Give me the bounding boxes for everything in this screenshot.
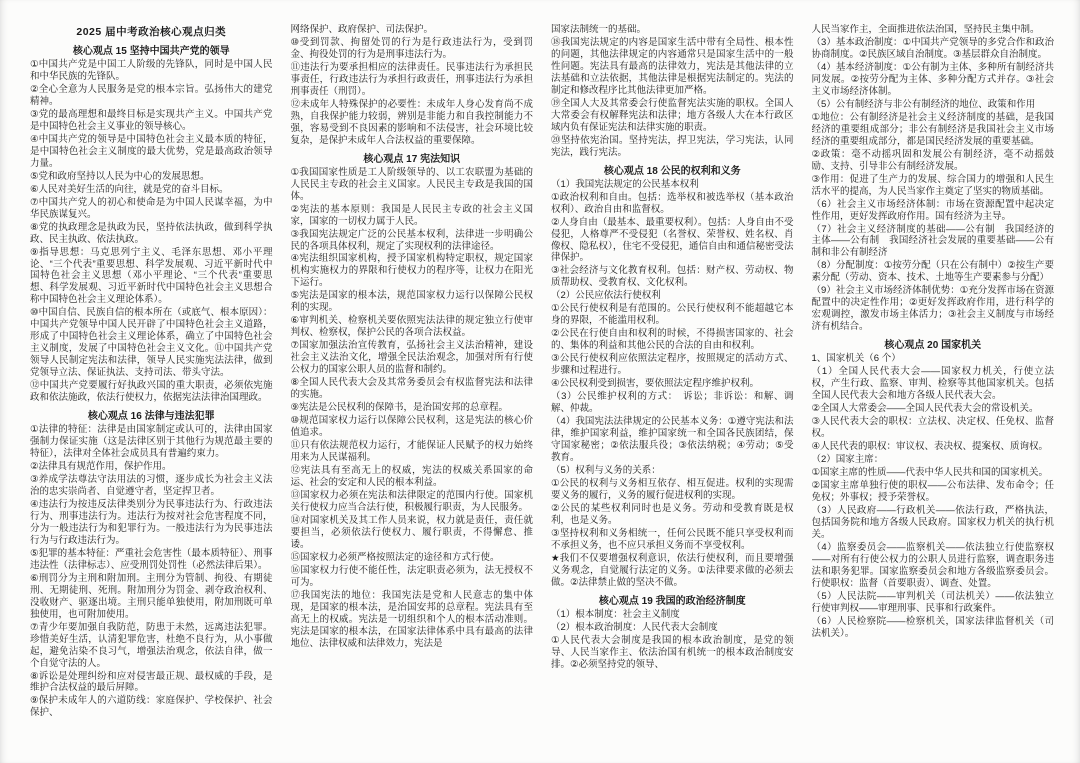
text-column-2 — [291, 24, 534, 747]
note-paragraph: ⑤宪法是国家的根本法，规范国家权力运行以保障公民权利的实现。 — [290, 290, 533, 314]
note-paragraph: （5）人民法院——审判机关（司法机关）——依法独立行使审判权——审理刑事、民事和行政案件。 — [811, 590, 1054, 614]
note-paragraph: ⑨保护未成年人的六道防线：家庭保护、学校保护、社会保护、 — [30, 695, 273, 719]
note-paragraph: ⑧党的执政理念是执政为民，坚持依法执政，做到科学执政、民主执政、依法执政。 — [30, 221, 273, 245]
section-heading: 核心观点 15 坚持中国共产党的领导 — [72, 46, 230, 57]
note-paragraph: （8）分配制度：①按劳分配（只在公有制中）②按生产要素分配（劳动、资本、技术、土地等生产要素参与分配） — [811, 260, 1054, 284]
note-paragraph: ①国家主席的性质——代表中华人民共和国的国家机关。 — [811, 466, 1049, 478]
note-paragraph: ②人身自由（最基本、最重要权利）。包括：人身自由不受侵犯，人格尊严不受侵犯（名誉权、荣誉权、姓名权、肖像权、隐私权），住宅不受侵犯，通信自由和通信秘密受法律保护。 — [551, 216, 794, 264]
note-paragraph: ③坚持权利和义务相统一，任何公民既不能只享受权利而不承担义务，也不应只承担义务而不享受权利。 — [551, 527, 794, 551]
note-paragraph: ③养成学法尊法守法用法的习惯，逐步成长为社会主义法治的忠实崇尚者、自觉遵守者，坚定捍卫者。 — [30, 474, 273, 497]
note-paragraph: 人民当家作主，全面推进依法治国，坚持民主集中制。 — [811, 24, 1040, 35]
note-paragraph: ⑪只有依法规范权力运行，才能保证人民赋予的权力始终用来为人民谋福利。 — [290, 440, 533, 463]
note-paragraph: ⑥刑罚分为主刑和附加刑。主刑分为管制、拘役、有期徒刑、无期徒刑、死刑。附加刑分为罚金、剥夺政治权利、没收财产、驱逐出境。主刑只能单独使用，附加刑既可单独使用，也可附加使用。 — [30, 572, 273, 620]
note-paragraph: ①我国国家性质是工人阶级领导的、以工农联盟为基础的人民民主专政的社会主义国家。人民民主专政是我国的国体。 — [290, 166, 533, 202]
note-paragraph: ①地位：公有制经济是社会主义经济制度的基础，是我国经济的重要组成部分；非公有制经济是我国社会主义市场经济的重要组成部分，都是国民经济发展的重要基础。 — [811, 111, 1054, 147]
note-paragraph: ①公民的权利与义务相互依存、相互促进。权利的实现需要义务的履行，义务的履行促进权利的实现。 — [551, 477, 794, 501]
note-paragraph: ②国家主席单独行使的职权——公布法律、发布命令；任免权；外事权；授予荣誉权。 — [811, 479, 1054, 503]
note-paragraph: ⑩中国自信、民族自信的根本所在（或底气、根本原因）：中国共产党领导中国人民开辟了中国特色社会主义道路，形成了中国特色社会主义理论体系，确立了中国特色社会主义制度，发展了中国特色社会主义文化。⑪中国共产党领导人民制定宪法和法律，领导人民实施宪法法律，做到党领导立法、保证执法、支持司法、带头守法。 — [30, 307, 273, 379]
note-paragraph: （5）权利与义务的关系： — [551, 464, 661, 476]
text-column-3 — [551, 24, 794, 747]
note-paragraph: ⑥人民对美好生活的向往，就是党的奋斗目标。 — [30, 183, 229, 195]
note-paragraph: ⑮国家权力必须严格按照法定的途径和方式行使。 — [290, 551, 500, 563]
note-paragraph: ⑫未成年人特殊保护的必要性：未成年人身心发育尚不成熟，自我保护能力较弱，辨别是非能力和自我控制能力不强，容易受到不良因素的影响和不法侵害，社会环境比较复杂，是保护未成年人合法权益的重要保障。 — [290, 98, 533, 146]
note-paragraph: ②全国人大常委会——全国人民代表大会的常设机关。 — [811, 403, 1039, 415]
note-paragraph: ①政治权利和自由。包括：选举权和被选举权（基本政治权利）、政治自由和监督权。 — [551, 191, 794, 215]
note-paragraph: ①中国共产党是中国工人阶级的先锋队，同时是中国人民和中华民族的先锋队。 — [30, 59, 273, 82]
note-paragraph: （2）国家主席： — [811, 453, 884, 465]
text-column-1 — [30, 24, 273, 747]
section-heading: 核心观点 18 公民的权利和义务 — [603, 165, 741, 177]
note-paragraph: ④宪法组织国家机构，授予国家机构特定职权，规定国家机构实施权力的界限和行使权力的程序等，让权力在阳光下运行。 — [290, 253, 533, 289]
note-paragraph: （1）全国人民代表大会——国家权力机关，行使立法权，产生行政、监察、审判、检察等其他国家机关。包括全国人民代表大会和地方各级人民代表大会。 — [811, 366, 1054, 402]
note-paragraph: ⑧诉讼是处理纠纷和应对侵害最正规、最权威的手段，是维护合法权益的最后屏障。 — [30, 670, 273, 694]
note-paragraph: （2）根本政治制度：人民代表大会制度 — [551, 621, 718, 633]
section-heading: 核心观点 17 宪法知识 — [363, 153, 461, 165]
note-paragraph: ②宪法的基本原则：我国是人民民主专政的社会主义国家，国家的一切权力属于人民。 — [290, 203, 533, 227]
note-paragraph: ⑱我国宪法规定的内容是国家生活中带有全局性、根本性的问题，其他法律规定的内容通常只是国家生活中的一般性问题。宪法具有最高的法律效力，宪法是其他法律的立法基础和立法依据，其他法律是根据宪法制定的。宪法的制定和修改程序比其他法律更加严格。 — [551, 36, 794, 96]
note-paragraph: ⑬国家权力必须在宪法和法律限定的范围内行使。国家机关行使权力应当合法行使，积极履行职责，为人民服务。 — [290, 489, 533, 513]
note-paragraph: ⑫中国共产党要履行好执政兴国的重大职责，必须依宪施政和依法施政，依法行使权力，依据宪法法律治国理政。 — [30, 380, 273, 404]
section-heading: 核心观点 19 我国的政治经济制度 — [598, 595, 746, 607]
note-paragraph: ⑩受到罚款、拘留处罚的行为是行政违法行为，受到罚金、拘役处罚的行为是刑事违法行为。 — [290, 36, 533, 60]
note-paragraph: ④公民权利受到损害，要依照法定程序维护权利。 — [551, 378, 760, 390]
note-paragraph: ①法律的特征：法律是由国家制定或认可的，法律由国家强制力保证实施（这是法律区别于其他行为规范最主要的特征），法律对全体社会成员具有普遍约束力。 — [30, 424, 273, 460]
note-paragraph: ⑫宪法具有至高无上的权威，宪法的权威关系国家的命运、社会的安定和人民的根本利益。 — [290, 464, 533, 488]
note-paragraph: ②政策：毫不动摇巩固和发展公有制经济，毫不动摇鼓励、支持、引导非公有制经济发展。 — [811, 148, 1054, 172]
note-paragraph: ③社会经济与文化教育权利。包括：财产权、劳动权、物质帮助权、受教育权、文化权利。 — [551, 265, 794, 289]
section-heading: 核心观点 16 法律与违法犯罪 — [87, 411, 215, 423]
note-paragraph: ④人民代表的职权：审议权、表决权、提案权、质询权。 — [811, 441, 1049, 452]
note-paragraph: ④中国共产党的领导是中国特色社会主义最本质的特征，是中国特色社会主义制度的最大优势，党是最高政治领导力量。 — [30, 133, 273, 169]
note-paragraph: ⑤党和政府坚持以人民为中心的发展思想。 — [30, 170, 210, 182]
note-paragraph: ★我们不仅要增强权利意识，依法行使权利，而且要增强义务观念，自觉履行法定的义务。①法律要求做的必须去做。②法律禁止做的坚决不做。 — [551, 552, 794, 588]
note-paragraph: ⑦青少年要加强自我防范，防患于未然，远离违法犯罪。珍惜美好生活，认清犯罪危害，杜绝不良行为，从小事做起，避免沾染不良习气，增强法治观念，依法自律，做一个自觉守法的人。 — [30, 621, 273, 669]
note-paragraph: ④违法行为按违反法律类别分为民事违法行为、行政违法行为、刑事违法行为。违法行为按对社会危害程度不同，分为一般违法行为和犯罪行为。一般违法行为为民事违法行为与行政违法行为。 — [30, 498, 273, 546]
note-paragraph: 国家法制统一的基础。 — [551, 24, 647, 35]
note-paragraph: （2）公民应依法行使权利 — [551, 290, 661, 302]
note-paragraph: ⑦国家加强法治宣传教育，弘扬社会主义法治精神，建设社会主义法治文化，增强全民法治观念，加强对所有行使公权力的国家公职人员的监督和制约。 — [290, 340, 533, 376]
note-paragraph: ③作用：促进了生产力的发展、综合国力的增强和人民生活水平的提高，为人民当家作主奠定了坚实的物质基础。 — [811, 173, 1054, 197]
note-paragraph: ⑰我国宪法的地位：我国宪法是党和人民意志的集中体现，是国家的根本法，是治国安邦的总章程。宪法具有至高无上的权威。宪法是一切组织和个人的根本活动准则。宪法是国家的根本法，在国家法律体系中具有最高的法律地位、法律权威和法律效力，宪法是 — [290, 589, 533, 649]
note-paragraph: （3）公民维护权利的方式： 诉讼；非诉讼：和解、调解、仲裁。 — [551, 391, 794, 415]
note-paragraph: ⑦中国共产党人的初心和使命是为中国人民谋幸福，为中华民族谋复兴。 — [30, 196, 273, 220]
note-paragraph: （5）公有制经济与非公有制经济的地位、政策和作用 — [811, 98, 1036, 110]
document-title: 2025 届中考政治核心观点归类 — [76, 26, 227, 38]
note-paragraph: （6）社会主义市场经济体制：市场在资源配置中起决定性作用，更好发挥政府作用。国有经济为主导。 — [811, 198, 1054, 222]
note-paragraph: ⑨指导思想：马克思列宁主义、毛泽东思想、邓小平理论、“三个代表”重要思想、科学发展观、习近平新时代中国特色社会主义思想（邓小平理论、“三个代表”重要思想、科学发展观、习近平新时代中国特色社会主义思想合称中国特色社会主义理论体系）。 — [30, 246, 273, 306]
note-paragraph: （3）基本政治制度：①中国共产党领导的多党合作和政治协商制度。②民族区域自治制度。③基层群众自治制度。 — [811, 36, 1054, 60]
note-paragraph: ⑭对国家机关及其工作人员来说，权力就是责任，责任就要担当，必须依法行使权力、履行职责，不得懈怠、推诿。 — [290, 514, 533, 550]
note-paragraph: ②法律具有规范作用，保护作用。 — [30, 461, 172, 473]
columns-container — [30, 24, 1054, 747]
note-paragraph: ①人民代表大会制度是我国的根本政治制度，是党的领导、人民当家作主、依法治国有机统一的根本政治制度安排。②必须坚持党的领导、 — [551, 634, 794, 670]
note-paragraph: 网络保护、政府保护、司法保护。 — [290, 24, 434, 35]
section-heading: 核心观点 20 国家机关 — [884, 340, 982, 352]
note-paragraph: ⑤犯罪的基本特征：严重社会危害性（最本质特征）、刑事违法性（法律标志）、应受刑罚处罚性（必然法律后果）。 — [30, 547, 273, 571]
note-paragraph: ②全心全意为人民服务是党的根本宗旨。弘扬伟大的建党精神。 — [30, 83, 273, 107]
note-paragraph: （4）我国宪法法律规定的公民基本义务：①遵守宪法和法律，维护国家利益，维护国家统一和全国各民族团结，保守国家秘密；②依法服兵役；③依法纳税；④劳动；⑤受教育。 — [551, 416, 794, 463]
note-paragraph: ①公民行使权利是有范围的。公民行使权利不能超越它本身的界限，不能滥用权利。 — [551, 303, 794, 327]
note-paragraph: （1）我国宪法规定的公民基本权利 — [551, 178, 699, 190]
note-paragraph: ⑥审判机关、检察机关要依照宪法法律的规定独立行使审判权、检察权，保护公民的各项合法权益。 — [290, 315, 533, 339]
note-paragraph: （4）基本经济制度：①公有制为主体、多种所有制经济共同发展。②按劳分配为主体、多种分配方式并存。③社会主义市场经济体制。 — [811, 61, 1054, 97]
note-paragraph: ③公民行使权利应依照法定程序，按照规定的活动方式、步骤和过程进行。 — [551, 353, 794, 377]
note-paragraph: （3）人民政府——行政机关——依法行政，严格执法，包括国务院和地方各级人民政府。国家权力机关的执行机关。 — [811, 504, 1054, 540]
note-paragraph: ⑳坚持依宪治国。坚持宪法，捍卫宪法，学习宪法，认同宪法，践行宪法。 — [551, 134, 794, 158]
note-paragraph: （7）社会主义经济制度的基础——公有制 我国经济的主体——公有制 我国经济社会发展的重要基础——公有制和非公有制经济 — [811, 223, 1054, 259]
note-paragraph: ②公民的某些权利同时也是义务。劳动和受教育既是权利，也是义务。 — [551, 502, 794, 526]
note-paragraph: ⑯国家权力行使不能任性，法定职责必须为，法无授权不可为。 — [290, 564, 533, 588]
note-paragraph: ③党的最高理想和最终目标是实现共产主义。中国共产党是中国特色社会主义事业的领导核心。 — [30, 108, 273, 132]
note-paragraph: （6）人民检察院——检察机关，国家法律监督机关（司法机关）。 — [811, 615, 1054, 639]
note-paragraph: ⑲全国人大及其常委会行使监督宪法实施的职权。全国人大常委会有权解释宪法和法律；地方各级人大在本行政区域内负有保证宪法和法律实施的职责。 — [551, 97, 794, 133]
note-paragraph: （4）监察委员会——监察机关——依法独立行使监察权——对所有行使公权力的公职人员进行监察，调查职务违法和职务犯罪。国家监察委员会和地方各级监察委员会。行使职权：监督（首要职责）、调查、处置。 — [811, 541, 1054, 589]
note-paragraph: ③我国宪法规定广泛的公民基本权利，法律进一步明确公民的各项具体权利，规定了实现权利的法律途径。 — [290, 228, 533, 252]
note-paragraph: （9）社会主义市场经济体制优势：①充分发挥市场在资源配置中的决定性作用；②更好发挥政府作用，进行科学的宏观调控，激发市场主体活力；③社会主义制度与市场经济有机结合。 — [811, 285, 1054, 333]
note-paragraph: ⑧全国人民代表大会及其常务委员会有权监督宪法和法律的实施。 — [290, 377, 533, 401]
note-paragraph: ⑩规范国家权力运行以保障公民权利，这是宪法的核心价值追求。 — [290, 415, 533, 439]
note-paragraph: ③人民代表大会的职权：立法权、决定权、任免权、监督权。 — [811, 416, 1054, 440]
note-paragraph: 1、国家机关（6 个） — [811, 353, 901, 365]
text-column-4 — [812, 24, 1055, 747]
note-paragraph: （1）根本制度：社会主义制度 — [551, 608, 680, 620]
note-paragraph: ⑪违法行为要承担相应的法律责任。民事违法行为承担民事责任，行政违法行为承担行政责任，刑事违法行为承担刑事责任（刑罚）。 — [290, 61, 533, 97]
note-paragraph: ②公民在行使自由和权利的时候，不得损害国家的、社会的、集体的利益和其他公民的合法的自由和权利。 — [551, 328, 794, 352]
note-paragraph: ⑨宪法是公民权利的保障书，是治国安邦的总章程。 — [290, 402, 509, 414]
